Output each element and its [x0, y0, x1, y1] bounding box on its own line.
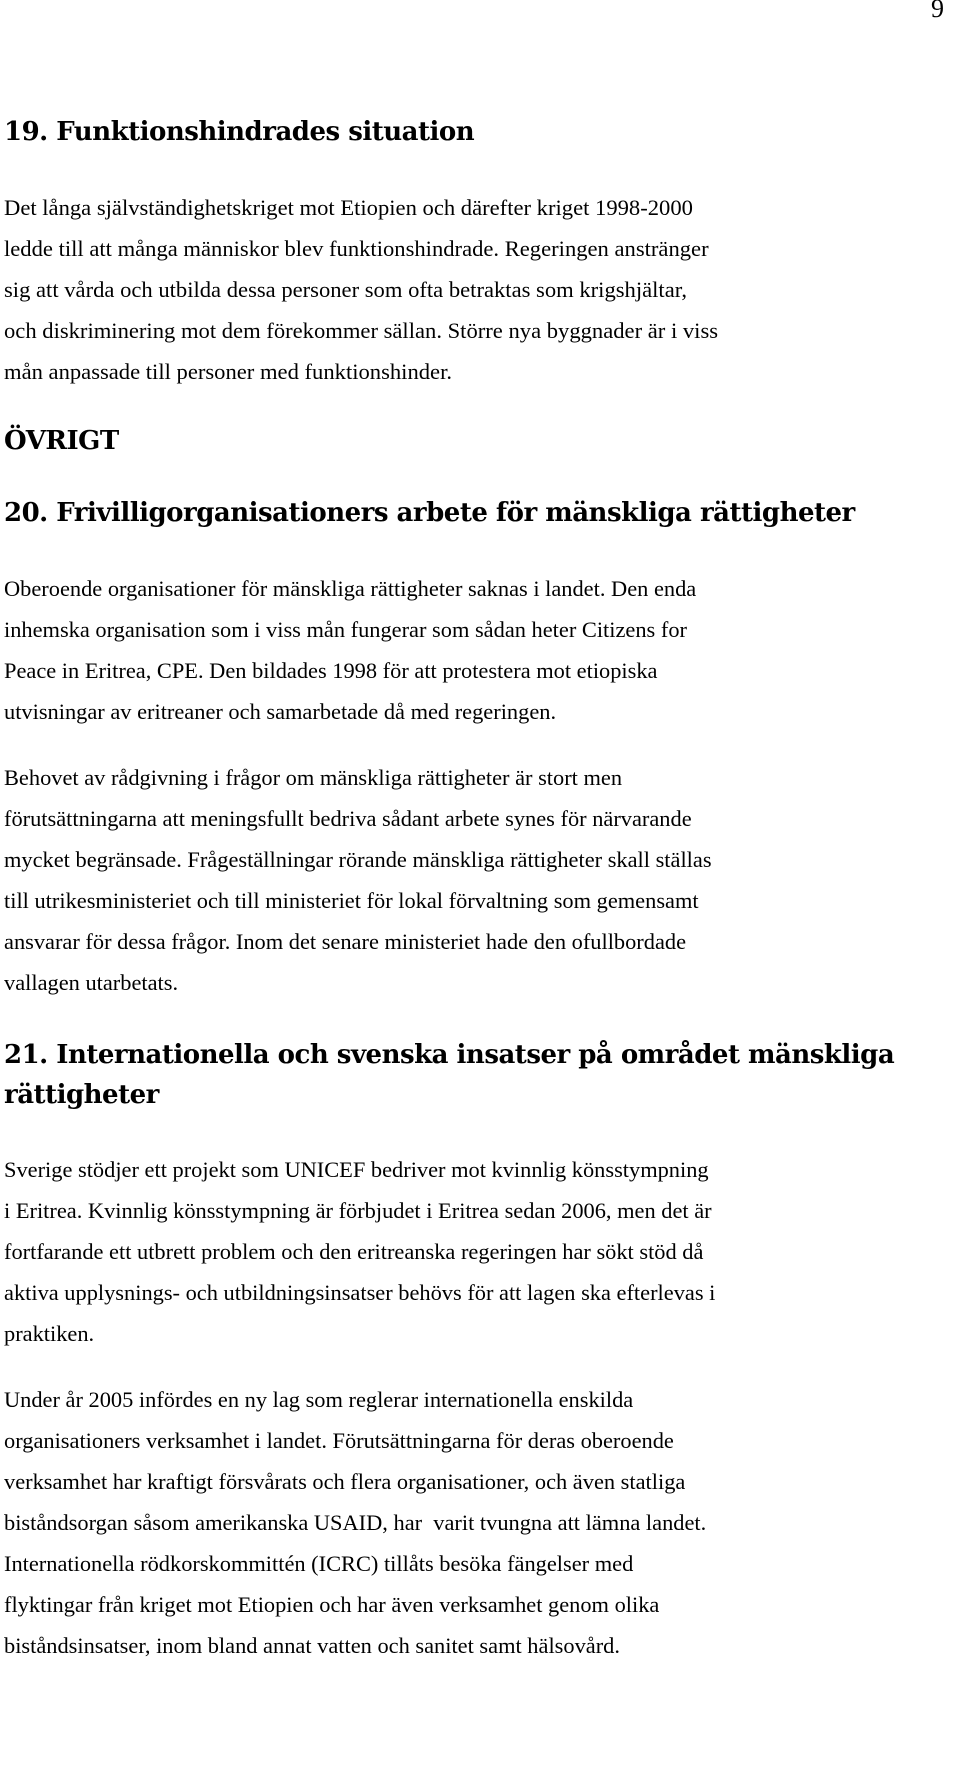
- paragraph-line: Det långa självständighetskriget mot Etiopien och därefter kriget 1998-2000: [4, 195, 693, 220]
- section-20-paragraph-2: [4, 757, 949, 1003]
- paragraph-line: Behovet av rådgivning i frågor om mänskliga rättigheter är stort men: [4, 765, 623, 790]
- section-19-paragraph: [4, 187, 949, 392]
- paragraph-line: Oberoende organisationer för mänskliga rättigheter saknas i landet. Den enda: [4, 576, 697, 601]
- paragraph-line: ansvarar för dessa frågor. Inom det senare ministeriet hade den ofullbordade: [4, 929, 687, 954]
- paragraph-line: verksamhet har kraftigt försvårats och flera organisationer, och även statliga: [4, 1469, 686, 1494]
- section-21-paragraph-1: [4, 1149, 949, 1354]
- paragraph-line: i Eritrea. Kvinnlig könsstympning är förbjudet i Eritrea sedan 2006, men det är: [4, 1198, 712, 1223]
- paragraph-line: och diskriminering mot dem förekommer sällan. Större nya byggnader är i viss: [4, 318, 719, 343]
- paragraph-line: Sverige stödjer ett projekt som UNICEF bedriver mot kvinnlig könsstympning: [4, 1157, 709, 1182]
- paragraph-line: sig att vårda och utbilda dessa personer som ofta betraktas som krigshjältar,: [4, 277, 687, 302]
- paragraph-line: biståndsorgan såsom amerikanska USAID, har varit tvungna att lämna landet.: [4, 1510, 707, 1535]
- paragraph-line: flyktingar från kriget mot Etiopien och har även verksamhet genom olika: [4, 1592, 660, 1617]
- section-21-heading-continued: rättigheter: [4, 1080, 159, 1110]
- paragraph-line: till utrikesministeriet och till ministeriet för lokal förvaltning som gemensamt: [4, 888, 699, 913]
- document-body: [4, 112, 949, 1666]
- paragraph-line: fortfarande ett utbrett problem och den eritreanska regeringen har sökt stöd då: [4, 1239, 704, 1264]
- paragraph-line: inhemska organisation som i viss mån fungerar som sådan heter Citizens for: [4, 617, 687, 642]
- ovrigt-heading: ÖVRIGT: [4, 426, 119, 456]
- paragraph-line: biståndsinsatser, inom bland annat vatten och sanitet samt hälsovård.: [4, 1633, 620, 1658]
- section-20-paragraph-1: [4, 568, 949, 732]
- paragraph-line: utvisningar av eritreaner och samarbetade då med regeringen.: [4, 699, 557, 724]
- paragraph-line: mycket begränsade. Frågeställningar rörande mänskliga rättigheter skall ställas: [4, 847, 712, 872]
- paragraph-line: mån anpassade till personer med funktionshinder.: [4, 359, 453, 384]
- paragraph-line: Internationella rödkorskommittén (ICRC) tillåts besöka fängelser med: [4, 1551, 634, 1576]
- paragraph-line: vallagen utarbetats.: [4, 970, 179, 995]
- section-19-heading: 19. Funktionshindrades situation: [4, 117, 475, 147]
- section-21-heading: 21. Internationella och svenska insatser på området mänskliga: [4, 1040, 895, 1070]
- page-number: 9: [931, 0, 944, 23]
- paragraph-line: Under år 2005 infördes en ny lag som reglerar internationella enskilda: [4, 1387, 634, 1412]
- section-21-paragraph-2: [4, 1379, 949, 1666]
- paragraph-line: Peace in Eritrea, CPE. Den bildades 1998 för att protestera mot etiopiska: [4, 658, 658, 683]
- section-20-heading: 20. Frivilligorganisationers arbete för mänskliga rättigheter: [4, 498, 855, 528]
- paragraph-line: aktiva upplysnings- och utbildningsinsatser behövs för att lagen ska efterlevas i: [4, 1280, 716, 1305]
- paragraph-line: organisationers verksamhet i landet. Förutsättningarna för deras oberoende: [4, 1428, 674, 1453]
- paragraph-line: ledde till att många människor blev funktionshindrade. Regeringen anstränger: [4, 236, 709, 261]
- paragraph-line: förutsättningarna att meningsfullt bedriva sådant arbete synes för närvarande: [4, 806, 692, 831]
- paragraph-line: praktiken.: [4, 1321, 95, 1346]
